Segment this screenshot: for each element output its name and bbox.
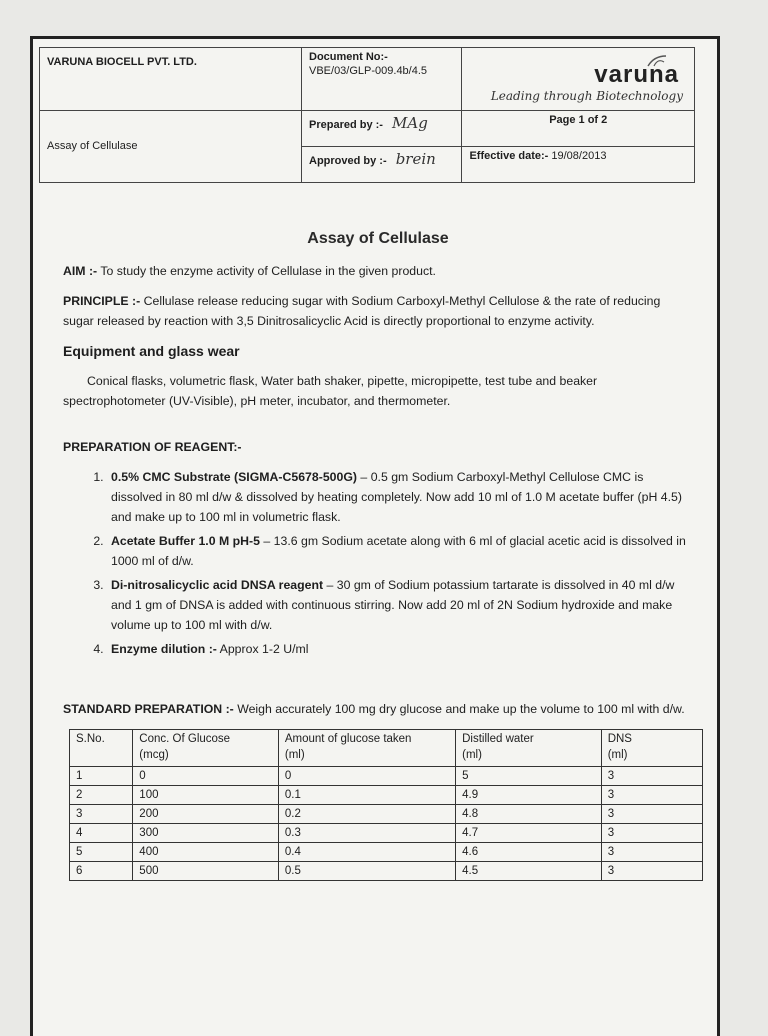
table-cell: 3 (601, 843, 702, 862)
brand-logo: varuna (594, 61, 679, 88)
principle-text: Cellulase release reducing sugar with Sodium Carboxyl-Methyl Cellulose & the rate of reducing sugar released by reaction with 3,5 Dinitrosalicyclic Acid is directly proportional to enzyme activity. (63, 294, 661, 328)
table-cell: 3 (601, 805, 702, 824)
document-title: Assay of Cellulase (40, 110, 302, 182)
brand-tagline: Leading through Biotechnology (490, 89, 683, 103)
table-cell: 300 (133, 824, 279, 843)
reagent-item-title: 0.5% CMC Substrate (SIGMA-C5678-500G) (111, 470, 358, 484)
table-header-line: Distilled water (462, 733, 534, 745)
page-number-cell (462, 110, 695, 146)
reagent-item-text: – 13.6 gm Sodium acetate along with 6 ml of glacial acetic acid is dissolved in 1000 ml of d/w. (111, 534, 686, 568)
reagent-item (107, 639, 693, 659)
equipment-heading: Equipment and glass wear (63, 343, 240, 359)
equipment-text: Conical flasks, volumetric flask, Water bath shaker, pipette, micropipette, test tube and beaker spectrophotometer (UV-Visible), pH meter, incubator, and thermometer. (63, 374, 598, 408)
approved-by-label: Approved by :- (309, 154, 387, 167)
table-header-cell (278, 730, 455, 767)
company-name: VARUNA BIOCELL PVT. LTD. (40, 48, 302, 111)
table-cell: 3 (601, 824, 702, 843)
reagent-item (107, 531, 693, 571)
table-row (70, 824, 703, 843)
reagent-list (63, 467, 693, 659)
table-cell: 500 (133, 862, 279, 881)
table-cell: 3 (601, 767, 702, 786)
reagent-item-title: Acetate Buffer 1.0 M pH-5 (111, 534, 260, 548)
page-number: Page 1 of 2 (549, 113, 608, 126)
document-header (39, 47, 695, 183)
table-cell: 1 (70, 767, 133, 786)
table-cell: 0.3 (278, 824, 455, 843)
glucose-standard-table (69, 729, 703, 881)
aim-text: To study the enzyme activity of Cellulase in the given product. (97, 264, 436, 278)
document-body (63, 229, 693, 881)
table-header-line: (ml) (462, 749, 482, 761)
table-row (70, 805, 703, 824)
table-header-cell (601, 730, 702, 767)
table-cell: 0.2 (278, 805, 455, 824)
table-cell: 3 (601, 786, 702, 805)
table-cell: 4 (70, 824, 133, 843)
leaf-icon (646, 54, 668, 68)
main-title: Assay of Cellulase (307, 230, 449, 247)
effective-date-label: Effective date:- (469, 149, 549, 162)
table-cell: 0 (278, 767, 455, 786)
table-header-cell (133, 730, 279, 767)
table-cell: 4.8 (456, 805, 602, 824)
table-header-line: DNS (607, 733, 632, 745)
prepared-by-label: Prepared by :- (309, 118, 383, 131)
table-row (70, 786, 703, 805)
table-cell: 4.9 (456, 786, 602, 805)
table-header-line: S.No. (76, 733, 105, 745)
principle-paragraph (63, 291, 693, 331)
approved-by-cell (302, 146, 462, 182)
table-cell: 3 (70, 805, 133, 824)
table-cell: 4.6 (456, 843, 602, 862)
table-header-cell (456, 730, 602, 767)
table-header-line: Conc. Of Glucose (139, 733, 231, 745)
table-cell: 5 (456, 767, 602, 786)
effective-date-value: 19/08/2013 (551, 149, 607, 162)
reagent-item-title: Di-nitrosalicyclic acid DNSA reagent (111, 578, 324, 592)
reagent-heading: PREPARATION OF REAGENT:- (63, 440, 242, 454)
document-number-value: VBE/03/GLP-009.4b/4.5 (309, 65, 428, 77)
table-cell: 0.1 (278, 786, 455, 805)
table-header-row (70, 730, 703, 767)
reagent-item-text: – 0.5 gm Sodium Carboxyl-Methyl Cellulose CMC is dissolved in 80 ml d/w & dissolved by heating completely. Now add 10 ml of 1.0 M acetate buffer (pH 4.5) and make up to 100 ml in volumetric flask. (111, 470, 682, 524)
approved-by-signature: brein (395, 149, 436, 168)
table-row (70, 862, 703, 881)
table-cell: 6 (70, 862, 133, 881)
document-number-cell (302, 48, 462, 111)
prepared-by-signature: MAg (392, 113, 428, 132)
table-row (70, 767, 703, 786)
table-cell: 5 (70, 843, 133, 862)
reagent-item (107, 575, 693, 635)
table-cell: 0.4 (278, 843, 455, 862)
effective-date-cell (462, 146, 695, 182)
reagent-item (107, 467, 693, 527)
table-cell: 0 (133, 767, 279, 786)
document-number-label: Document No:- (309, 51, 388, 63)
principle-label: PRINCIPLE :- (63, 294, 141, 308)
table-header-line: (mcg) (139, 749, 169, 761)
aim-paragraph (63, 261, 693, 281)
reagent-item-text: – 30 gm of Sodium potassium tartarate is dissolved in 40 ml d/w and 1 gm of DNSA is added with continuous stirring. Now add 20 ml of 2N Sodium hydroxide and make volume up to 100 ml with d/w. (111, 578, 675, 632)
table-header-cell (70, 730, 133, 767)
table-cell: 400 (133, 843, 279, 862)
table-header-line: Amount of glucose taken (284, 733, 412, 745)
prepared-by-cell (302, 110, 462, 146)
table-header-line: (ml) (284, 749, 305, 761)
table-header-line: (ml) (607, 749, 628, 761)
aim-label: AIM :- (63, 264, 98, 278)
reagent-item-title: Enzyme dilution :- (111, 642, 217, 656)
table-row (70, 843, 703, 862)
logo-cell (462, 48, 695, 111)
reagent-item-text: Approx 1-2 U/ml (216, 642, 309, 656)
table-cell: 0.5 (278, 862, 455, 881)
standard-text: Weigh accurately 100 mg dry glucose and make up the volume to 100 ml with d/w. (233, 702, 685, 716)
table-cell: 4.5 (456, 862, 602, 881)
standard-label: STANDARD PREPARATION :- (63, 702, 234, 716)
document-page (30, 36, 720, 1036)
table-cell: 4.7 (456, 824, 602, 843)
table-cell: 3 (601, 862, 702, 881)
standard-preparation (63, 699, 693, 719)
table-cell: 200 (133, 805, 279, 824)
table-cell: 100 (133, 786, 279, 805)
table-cell: 2 (70, 786, 133, 805)
